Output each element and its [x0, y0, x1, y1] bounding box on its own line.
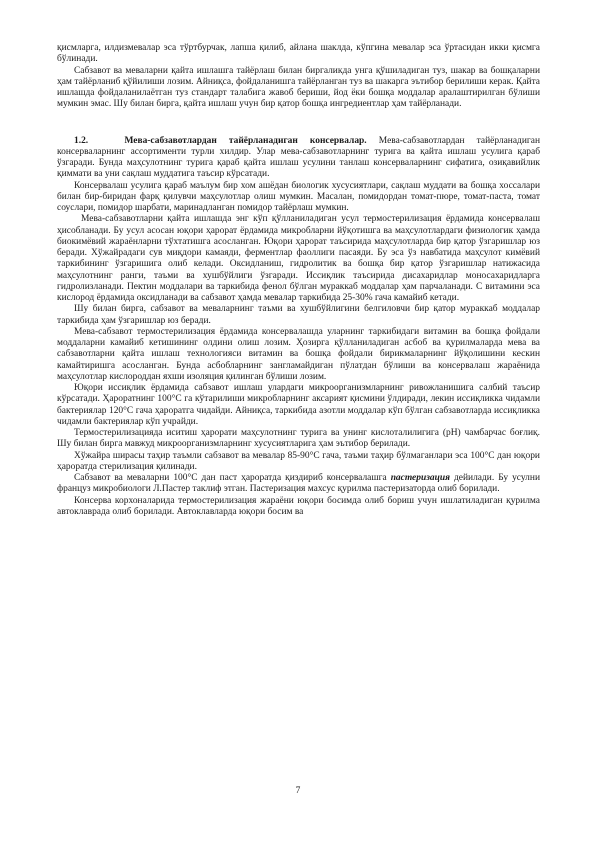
paragraph-7: Хўжайра ширасы таҳир таъмли сабзавот ва мевалар 85-90°С гача, таъми таҳир бўлмаганлари эса 100°С дан юқори ҳароратда стерилизация қилинади. — [57, 450, 540, 472]
paragraph-8 — [57, 473, 540, 496]
paragraph-5: Юқори иссиқлик ёрдамида сабзавот ишлаш улардаги микроорганизмларнинг ривожланишига салбий таъсир кўрсатади. Ҳароратнинг 100°С га кўтарилиши микробларнинг аксарият қисмини ўлдиради, лекин иссиқликка чидамли бактериялар 120°С гача ҳароратга чидайди. Айниқса, таркибида азотли моддалар кўп бўлган сабзавотларда иссиқликка чидамли бактериялар кўп учрайди. — [57, 383, 540, 427]
paragraph-6: Термостерилизацияда иситиш ҳарорати маҳсулотнинг турига ва унинг кислоталилигига (pH) чамбарчас боғлиқ. Шу билан бирга мавжуд микроорганизмларнинг хусусиятларига ҳам эътибор берилади. — [57, 428, 540, 450]
paragraph-8-end: дейилади. Бу усулни француз микробиологи Л.Пастер таклиф этган. Пастеризация махсус қурилма пастеризаторда олиб борилади. — [57, 473, 540, 495]
section-title: Мева-сабзавотлардан тайёрланадиган консервалар. — [124, 135, 367, 146]
page-number: 7 — [295, 786, 301, 796]
paragraph-1: Консервалаш усулига қараб маълум бир хом ашёдан биологик хусусиятлари, сақлаш муддати ва бошқа хоссалари билан бир-биридан фарқ қилувчи маҳсулотлар олиш мумкин. Масалан, помидордан томат-пюре, томат-паста, томат соуслари, помидор шарбати, маринадланган помидор тайёрлаш мумкин. — [57, 180, 540, 213]
paragraph-intro-2: Сабзавот ва меваларни қайта ишлашга тайёрлаш билан биргаликда унга қўшиладиган туз, шакар ва бошқаларни ҳам тайёрланиб қўйилиши лозим. Айниқса, фойдаланишга тайёрланган туз ва шакарга эътибор берилиши керак. Қайта ишлашда фойдаланилаётган туз стандарт талабига жавоб бериши, йод ёки бошқа моддалар аралаштирилган бўлиши мумкин эмас. Шу билан бирга, қайта ишлаш учун бир қатор бошқа ингредиентлар ҳам тайёрланади. — [57, 65, 540, 110]
section-paragraph — [57, 136, 540, 181]
paragraph-3: Шу билан бирга, сабзавот ва меваларнинг таъми ва хушбўйлигини белгиловчи бир қатор мураккаб моддалар таркибида ҳам ўзгаришлар юз беради. — [57, 304, 540, 326]
paragraph-intro-1: қисмларга, илдизмевалар эса тўртбурчак, лапша қилиб, айлана шаклда, кўпгина мевалар эса ўртасидан икки қисмга бўлинади. — [57, 43, 540, 65]
section-number: 1.2. — [74, 135, 89, 146]
term-pasteurization: пастеризация — [390, 473, 450, 483]
paragraph-9: Консерва корхоналарида термостерилизация жараёни юқори босимда олиб бориш учун ишлатиладиган қурилма автоклаврада олиб борилади. Автоклавларда юқори босим ва — [57, 495, 540, 517]
paragraph-4: Мева-сабзавот термостерилизация ёрдамида консервалашда уларнинг таркибидаги витамин ва бошқа фойдали моддаларни камайиб кетишининг олдини олиш лозим. Ҳозирга қўлланиладиган асбоб ва қурилмаларда мева ва сабзавотларни қайта ишлаш технологияси витамин ва бошқа фойдали бирикмаларнинг йўқолишини кескин камайтиришга асосланган. Бунда асбобларнинг зангламайдиган пўлатдан бўлиши ва консервалаш жараёнида маҳсулотлар кислороддан яхши изоляция қилинган бўлиши лозим. — [57, 326, 540, 382]
section-lead: Мева-сабзавотлардан тайёрланадиган консерваларнинг ассортименти турли хилдир. Улар мева-сабзавотларнинг турига ва қайта ишлаш усулига қараб ўзгаради. Бунда маҳсулотнинг турига қараб қайта ишлаш усулини танлаш консерваларнинг сифатига, озиқавийлик қиммати ва уни сақлаш муддатига таъсир кўрсатади. — [57, 135, 541, 180]
section-gap — [57, 111, 540, 136]
paragraph-2: Мева-сабзавотларни қайта ишлашда энг кўп қўлланиладиган усул термостерилизация ёрдамида консервалаш ҳисобланади. Бу усул асосан юқори ҳарорат ёрдамида микробларни йўқотишга ва маҳсулотлардаги физиологик ҳамда биокимёвий жараёнларни тўхтатишга асосланган. Юқори ҳарорат таъсирида маҳсулотларда бир қатор ўзгаришлар юз беради. Хўжайрадаги сув миқдори камаяди, ферментлар фаоллиги пасаяди. Бу эса ўз навбатида маҳсулот кимёвий таркибининг ўзгаришига олиб келади. Оксидланиш, гидролитик ва бошқа бир қатор ўзгаришлар натижасида маҳсулотнинг ранги, таъми ва хушбўйлиги ўзгаради. Иссиқлик таъсирида дисахаридлар моносахаридларга гидролизланади. Пектин моддалари ва таркибида фенол бўлган мураккаб моддалар ҳам парчаланади. С витамини эса кислород ёрдамида оксидланади ва сабзавот ҳамда мевалар таркибида 25-30% гача камайиб кетади. — [57, 214, 540, 303]
paragraph-8-start: Сабзавот ва меваларни 100°С дан паст ҳароратда қиздириб консервалашга — [74, 473, 391, 483]
